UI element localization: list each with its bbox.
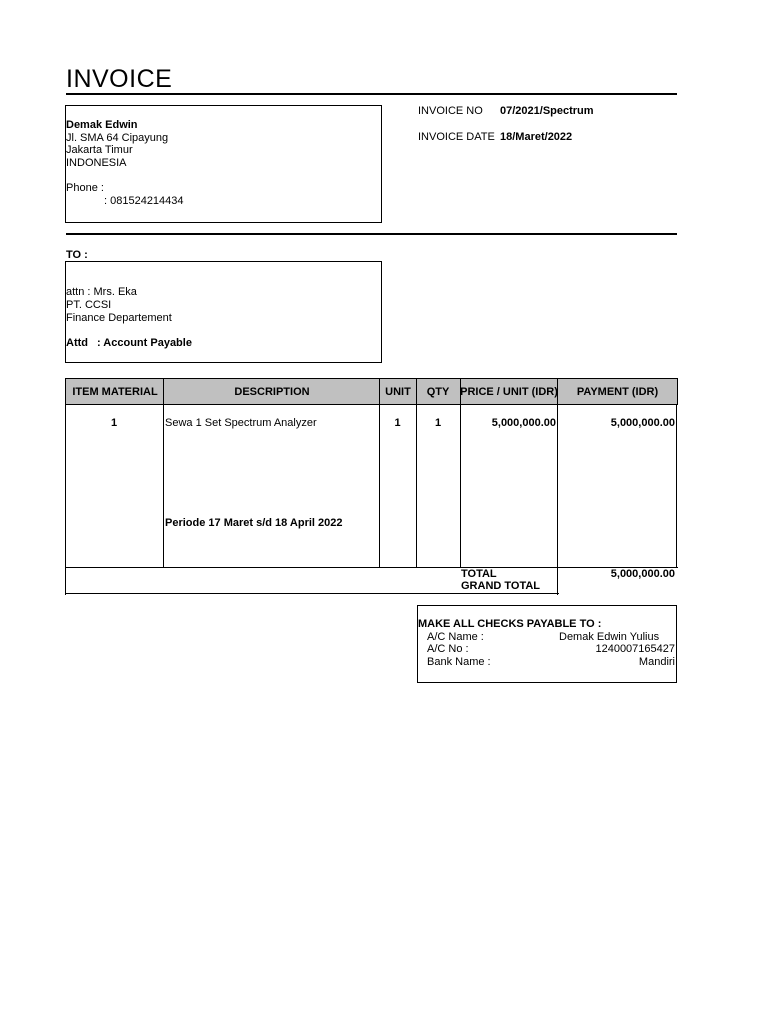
row-unit: 1 <box>394 417 401 429</box>
header-item-material: ITEM MATERIAL <box>72 385 158 398</box>
row-item: 1 <box>110 417 118 429</box>
header-unit: UNIT <box>385 385 411 398</box>
recipient-company: PT. CCSI <box>66 299 112 311</box>
sender-address-line-2: Jakarta Timur <box>66 144 133 156</box>
items-table <box>65 378 678 595</box>
payment-heading: MAKE ALL CHECKS PAYABLE TO : <box>418 618 602 630</box>
sender-phone-label: Phone : <box>66 182 104 194</box>
period-note: Periode 17 Maret s/d 18 April 2022 <box>165 517 343 529</box>
sender-phone-value: : 081524214434 <box>104 195 184 207</box>
recipient-attd-label: Attd <box>66 337 88 349</box>
body-column-line <box>163 405 164 568</box>
header-qty: QTY <box>426 385 450 398</box>
sender-country: INDONESIA <box>66 157 127 169</box>
sender-address-line-1: Jl. SMA 64 Cipayung <box>66 132 169 144</box>
header-divider <box>416 378 417 405</box>
body-column-line <box>379 405 380 568</box>
grand-total-label: GRAND TOTAL <box>461 580 541 592</box>
header-description: DESCRIPTION <box>234 385 310 398</box>
row-qty: 1 <box>434 417 442 429</box>
body-column-line <box>416 405 417 568</box>
invoice-no-label: INVOICE NO <box>418 105 483 117</box>
invoice-no-value: 07/2021/Spectrum <box>500 105 594 117</box>
to-label: TO : <box>66 249 88 261</box>
total-value: 5,000,000.00 <box>610 568 675 580</box>
row-description: Sewa 1 Set Spectrum Analyzer <box>165 417 317 429</box>
invoice-date-value: 18/Maret/2022 <box>500 131 573 143</box>
row-price: 5,000,000.00 <box>491 417 556 429</box>
section-divider <box>66 233 677 235</box>
title-divider <box>66 93 677 95</box>
recipient-box <box>65 261 382 363</box>
ac-no-value: 1240007165427 <box>595 643 675 655</box>
body-column-line <box>460 405 461 568</box>
bank-name-value: Mandiri <box>638 656 675 668</box>
ac-name-value: Demak Edwin Yulius <box>559 631 660 643</box>
recipient-attd-value: : Account Payable <box>97 337 192 349</box>
invoice-title: INVOICE <box>66 65 173 93</box>
header-divider <box>379 378 380 405</box>
body-right-border <box>676 405 677 568</box>
total-label: TOTAL <box>461 568 497 580</box>
recipient-department: Finance Departement <box>66 312 172 324</box>
header-divider <box>163 378 164 405</box>
invoice-date-label: INVOICE DATE <box>418 131 495 143</box>
ac-name-label: A/C Name : <box>427 631 484 643</box>
header-divider <box>557 378 558 405</box>
table-header-row <box>65 378 678 405</box>
sender-name: Demak Edwin <box>66 119 138 131</box>
payment-box <box>417 605 677 683</box>
header-divider <box>460 378 461 405</box>
recipient-attn: attn : Mrs. Eka <box>66 286 137 298</box>
total-bottom-border <box>65 593 559 594</box>
sender-box <box>65 105 382 223</box>
header-payment: PAYMENT (IDR) <box>576 385 659 398</box>
header-price-unit: PRICE / UNIT (IDR) <box>460 385 558 398</box>
row-payment: 5,000,000.00 <box>610 417 675 429</box>
ac-no-label: A/C No : <box>427 643 469 655</box>
bank-name-label: Bank Name : <box>427 656 491 668</box>
